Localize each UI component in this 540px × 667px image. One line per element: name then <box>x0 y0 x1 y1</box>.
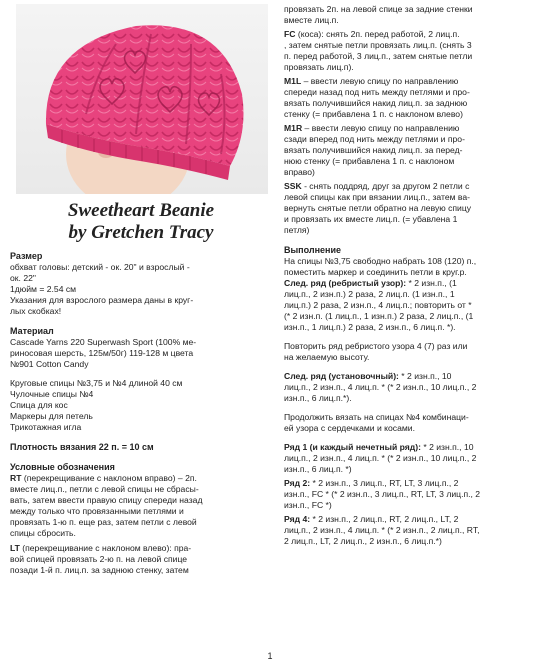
density-line: Плотность вязания 22 п. = 10 см <box>10 442 154 452</box>
beanie-photo <box>16 4 268 194</box>
instr-line: лиц.п., 2 изн.п., 4 лиц.п. * (* 2 изн.п., 2 лиц.п., RT, <box>284 525 480 535</box>
legend-line: между только что провязанными петлями и <box>10 506 184 516</box>
rib-row: След. ряд (ребристый узор): * 2 изн.п., (1 <box>284 278 457 288</box>
instr-line: изн.п., 6 лиц.п.*). <box>284 393 352 403</box>
term-ssk: SSK <box>284 181 302 191</box>
instr-line: лиц.п., 2 изн.п., 4 лиц.п. * (* 2 изн.п., 10 лиц.п., 2 <box>284 382 477 392</box>
tool-line: Спица для кос <box>10 400 68 410</box>
legend-line: спереди назад под нить между петлями и про- <box>284 87 470 97</box>
material-line: риносовая шерсть, 125м/50г) 119-128 м цвета <box>10 348 194 358</box>
legend-line: , затем снятые петли провязать лиц.п. (снять 3 <box>284 40 472 50</box>
instr-line: изн.п., FC * (* 2 изн.п., 3 лиц.п., RT, LT, 3 лиц.п., 2 <box>284 489 481 499</box>
tool-line: Трикотажная игла <box>10 422 82 432</box>
legend-line: вправо) <box>284 167 315 177</box>
instr-line: изн.п., FC *) <box>284 500 332 510</box>
term-m1l: M1L <box>284 76 302 86</box>
instr-line: лиц.п., 2 изн.п.) 2 раза, 2 лиц.п. (1 изн.п., 1 <box>284 289 455 299</box>
section-material <box>10 325 272 370</box>
instr-line: изн.п., 1 лиц.п.) 2 раза, 2 изн.п., 6 лиц.п. *). <box>284 322 456 332</box>
legend-line: стенку (= прибавлена 1 п. с наклоном влево) <box>284 109 463 119</box>
legend-line: вой спицей провязать 2-ю п. на левой спице <box>10 554 188 564</box>
size-line: Указания для взрослого размера даны в круг- <box>10 295 194 305</box>
page-number: 1 <box>267 651 273 661</box>
legend-line: позади 1-й п. лиц.п. за заднюю стенку, затем <box>10 565 189 575</box>
instr-line: 2 лиц.п., LT, 2 лиц.п., 2 изн.п., 6 лиц.п.*) <box>284 536 442 546</box>
material-line: №901 Cotton Candy <box>10 359 89 369</box>
row-4: Ряд 4: * 2 изн.п., 2 лиц.п., RT, 2 лиц.п., LT, 2 <box>284 514 459 524</box>
instr-line: ей узора с сердечками и косами. <box>284 423 415 433</box>
legend-line: вернуть снятые петли обратно на левую спицу <box>284 203 472 213</box>
legend-line: петля) <box>284 225 310 235</box>
legend-line: спицы сбросить. <box>10 528 76 538</box>
term-fc: FC <box>284 29 296 39</box>
legend-line: вязать получившийся накид лиц.п. за перед- <box>284 145 463 155</box>
beanie-illustration <box>16 4 268 194</box>
term-m1r: M1R <box>284 123 303 133</box>
legend-rt: RT (перекрещивание с наклоном вправо) – 2п. <box>10 473 197 483</box>
tool-line: Круговые спицы №3,75 и №4 длиной 40 см <box>10 378 183 388</box>
instructions-heading: Выполнение <box>284 245 342 255</box>
legend-line: вместе лиц.п. <box>284 15 339 25</box>
instr-line: (* 2 изн.п. (1 лиц.п., 1 изн.п.) 2 раза, 2 лиц.п., (1 <box>284 311 474 321</box>
legend-heading: Условные обозначения <box>10 462 115 472</box>
legend-lt: LT (перекрещивание с наклоном влево): пра- <box>10 543 192 553</box>
size-heading: Размер <box>10 251 43 261</box>
instr-line: Повторить ряд ребристого узора 4 (7) раз или <box>284 341 468 351</box>
size-line: лых скобках! <box>10 306 62 316</box>
title-main: Sweetheart Beanie <box>67 200 215 221</box>
legend-line: вместе лиц.п., петли с левой спицы не сбрасы- <box>10 484 199 494</box>
legend-line: провязать 2п. на левой спице за задние стенки <box>284 4 473 14</box>
section-size <box>10 250 272 317</box>
instr-line: на желаемую высоту. <box>284 352 370 362</box>
instr-line: На спицы №3,75 свободно набрать 108 (120) п., <box>284 256 477 266</box>
size-line: обхват головы: детский - ок. 20" и взрослый - <box>10 262 190 272</box>
legend-m1r: M1R – ввести левую спицу по направлению <box>284 123 460 133</box>
term-rt: RT <box>10 473 22 483</box>
legend-m1l: M1L – ввести левую спицу по направлению <box>284 76 459 86</box>
term-lt: LT <box>10 543 20 553</box>
instr-line: поместить маркер и соединить петли в круг.р. <box>284 267 467 277</box>
legend-line: провязать 1-ю п. еще раз, затем петли с левой <box>10 517 197 527</box>
instr-line: Продолжить вязать на спицах №4 комбинаци- <box>284 412 469 422</box>
legend-fc: FC (коса): снять 2п. перед работой, 2 лиц.п. <box>284 29 460 39</box>
left-column <box>10 4 272 576</box>
row-1: Ряд 1 (и каждый нечетный ряд): * 2 изн.п., 10 <box>284 442 474 452</box>
tool-line: Чулочные спицы №4 <box>10 389 94 399</box>
legend-ssk: SSK - снять поддряд, друг за другом 2 петли с <box>284 181 470 191</box>
instr-line: лиц.п., 2 изн.п., 4 лиц.п. * (* 2 изн.п., 10 лиц.п., 2 <box>284 453 477 463</box>
pattern-title <box>10 200 272 244</box>
legend-line: п. перед работой, 3 лиц.п., затем снятые петли <box>284 51 473 61</box>
legend-line: и провязать их вместе лиц.п. (= убавлена 1 <box>284 214 458 224</box>
legend-line: провязать лиц.п). <box>284 62 354 72</box>
legend-line: вать, затем ввести правую спицу спереди назад <box>10 495 203 505</box>
setup-row: След. ряд (установочный): * 2 изн.п., 10 <box>284 371 452 381</box>
legend-line: левой спицы как при вязании лиц.п., затем ва- <box>284 192 471 202</box>
section-tools <box>10 378 272 433</box>
legend-line: вязать получившийся накид лиц.п. за заднюю <box>284 98 468 108</box>
size-line: ок. 22" <box>10 273 36 283</box>
tool-line: Маркеры для петель <box>10 411 93 421</box>
legend-line: нюю стенку (= прибавлена 1 п. с наклоном <box>284 156 455 166</box>
instr-line: изн.п., 6 лиц.п. *) <box>284 464 352 474</box>
legend-line: сзади вперед под нить между петлями и про- <box>284 134 465 144</box>
row-2: Ряд 2: * 2 изн.п., 3 лиц.п., RT, LT, 3 лиц.п., 2 <box>284 478 459 488</box>
instr-line: лиц.п.) 2 раза, 2 изн.п., 4 лиц.п.; повторить от * <box>284 300 472 310</box>
material-heading: Материал <box>10 326 54 336</box>
section-legend <box>10 461 272 576</box>
title-author: by Gretchen Tracy <box>68 222 214 243</box>
size-line: 1дюйм = 2.54 см <box>10 284 77 294</box>
material-line: Cascade Yarns 220 Superwash Sport (100% ме- <box>10 337 197 347</box>
right-column <box>284 4 532 547</box>
